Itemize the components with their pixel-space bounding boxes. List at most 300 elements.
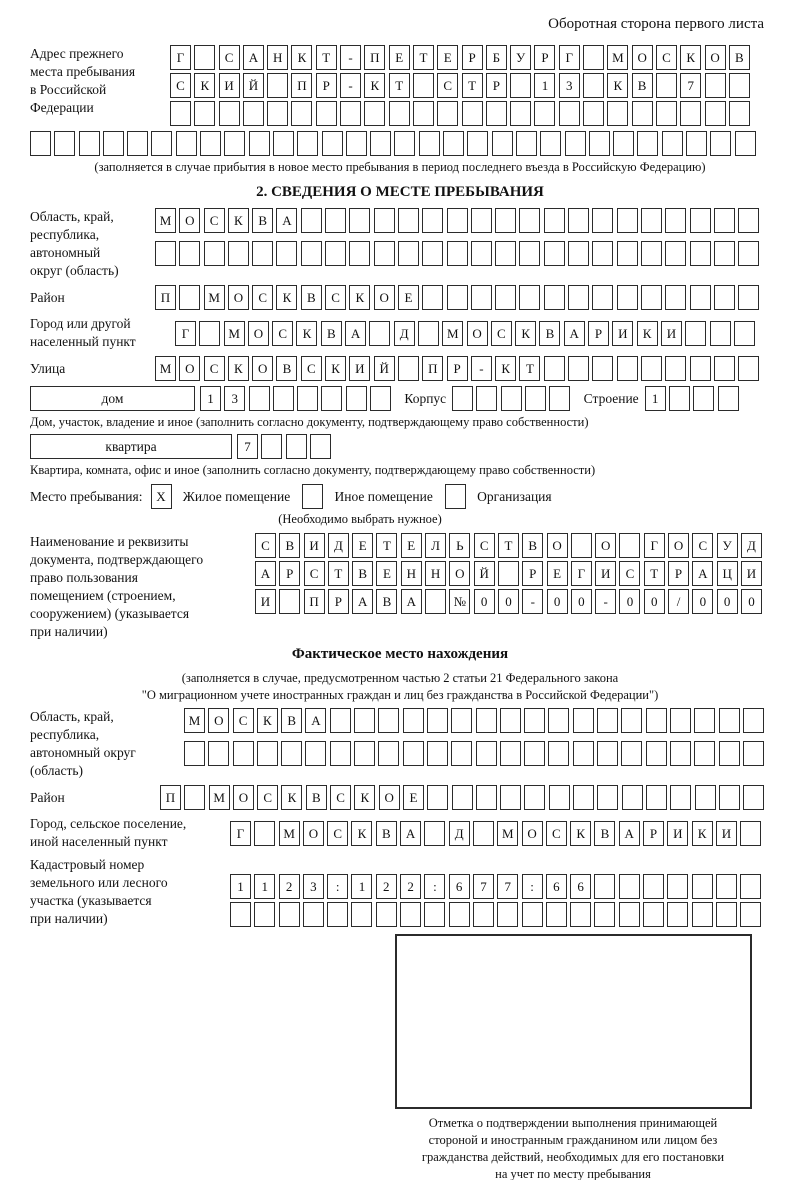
char-cell[interactable] (495, 208, 516, 233)
char-cell[interactable] (374, 241, 395, 266)
char-cell[interactable] (510, 101, 531, 126)
char-cell[interactable]: О (595, 533, 616, 558)
char-cell[interactable]: 6 (546, 874, 567, 899)
char-cell[interactable] (301, 208, 322, 233)
char-cell[interactable] (398, 208, 419, 233)
char-cell[interactable]: 2 (400, 874, 421, 899)
char-cell[interactable] (79, 131, 100, 156)
char-cell[interactable] (267, 73, 288, 98)
char-cell[interactable] (613, 131, 634, 156)
char-cell[interactable] (208, 741, 229, 766)
char-cell[interactable]: Г (559, 45, 580, 70)
char-cell[interactable] (500, 741, 521, 766)
char-cell[interactable] (447, 285, 468, 310)
char-cell[interactable]: О (547, 533, 568, 558)
char-cell[interactable] (571, 533, 592, 558)
char-cell[interactable]: 1 (230, 874, 251, 899)
char-cell[interactable] (204, 241, 225, 266)
char-cell[interactable] (249, 386, 270, 411)
char-cell[interactable] (427, 785, 448, 810)
char-cell[interactable] (693, 386, 714, 411)
char-cell[interactable] (492, 131, 513, 156)
char-cell[interactable]: В (306, 785, 327, 810)
char-cell[interactable] (261, 434, 282, 459)
char-cell[interactable]: О (248, 321, 269, 346)
char-cell[interactable] (473, 902, 494, 927)
char-cell[interactable]: С (301, 356, 322, 381)
char-cell[interactable] (176, 131, 197, 156)
char-cell[interactable] (568, 241, 589, 266)
char-cell[interactable]: Г (230, 821, 251, 846)
char-cell[interactable] (471, 285, 492, 310)
char-cell[interactable]: В (301, 285, 322, 310)
char-cell[interactable] (449, 902, 470, 927)
char-cell[interactable] (670, 785, 691, 810)
char-cell[interactable]: С (327, 821, 348, 846)
char-cell[interactable] (346, 386, 367, 411)
char-cell[interactable] (524, 741, 545, 766)
char-cell[interactable] (738, 356, 759, 381)
char-cell[interactable] (349, 208, 370, 233)
char-cell[interactable]: 6 (570, 874, 591, 899)
char-cell[interactable] (583, 73, 604, 98)
char-cell[interactable]: № (449, 589, 470, 614)
char-cell[interactable] (419, 131, 440, 156)
char-cell[interactable] (643, 874, 664, 899)
char-cell[interactable]: С (692, 533, 713, 558)
char-cell[interactable]: 0 (692, 589, 713, 614)
char-cell[interactable] (719, 708, 740, 733)
char-cell[interactable]: О (179, 356, 200, 381)
char-cell[interactable] (637, 131, 658, 156)
char-cell[interactable] (498, 561, 519, 586)
char-cell[interactable] (738, 285, 759, 310)
char-cell[interactable] (471, 208, 492, 233)
char-cell[interactable]: К (257, 708, 278, 733)
char-cell[interactable] (452, 386, 473, 411)
char-cell[interactable] (467, 131, 488, 156)
char-cell[interactable]: Р (534, 45, 555, 70)
char-cell[interactable]: М (155, 208, 176, 233)
char-cell[interactable]: 0 (619, 589, 640, 614)
char-cell[interactable]: Д (449, 821, 470, 846)
char-cell[interactable]: К (364, 73, 385, 98)
char-cell[interactable] (621, 708, 642, 733)
char-cell[interactable] (297, 386, 318, 411)
char-cell[interactable] (522, 902, 543, 927)
char-cell[interactable]: В (352, 561, 373, 586)
char-cell[interactable]: С (204, 208, 225, 233)
char-cell[interactable] (592, 285, 613, 310)
char-cell[interactable] (705, 101, 726, 126)
char-cell[interactable] (619, 874, 640, 899)
char-cell[interactable] (403, 708, 424, 733)
char-cell[interactable] (305, 741, 326, 766)
char-cell[interactable]: Т (519, 356, 540, 381)
char-cell[interactable]: В (279, 533, 300, 558)
char-cell[interactable]: С (325, 285, 346, 310)
char-cell[interactable]: 0 (717, 589, 738, 614)
char-cell[interactable]: К (637, 321, 658, 346)
char-cell[interactable] (665, 285, 686, 310)
char-cell[interactable] (303, 902, 324, 927)
char-cell[interactable] (413, 73, 434, 98)
char-cell[interactable]: Д (741, 533, 762, 558)
char-cell[interactable]: 3 (559, 73, 580, 98)
char-cell[interactable] (179, 241, 200, 266)
char-cell[interactable]: О (522, 821, 543, 846)
char-cell[interactable]: Л (425, 533, 446, 558)
char-cell[interactable] (184, 741, 205, 766)
char-cell[interactable] (641, 208, 662, 233)
char-cell[interactable]: - (595, 589, 616, 614)
char-cell[interactable]: 7 (237, 434, 258, 459)
char-cell[interactable]: Е (401, 533, 422, 558)
char-cell[interactable] (273, 131, 294, 156)
char-cell[interactable] (437, 101, 458, 126)
char-cell[interactable]: С (619, 561, 640, 586)
char-cell[interactable] (500, 708, 521, 733)
char-cell[interactable]: 1 (351, 874, 372, 899)
char-cell[interactable] (443, 131, 464, 156)
char-cell[interactable]: Е (376, 561, 397, 586)
char-cell[interactable]: В (281, 708, 302, 733)
char-cell[interactable]: П (291, 73, 312, 98)
char-cell[interactable] (500, 785, 521, 810)
char-cell[interactable]: Й (474, 561, 495, 586)
char-cell[interactable] (519, 208, 540, 233)
char-cell[interactable] (369, 321, 390, 346)
char-cell[interactable] (447, 208, 468, 233)
char-cell[interactable]: О (208, 708, 229, 733)
char-cell[interactable]: 0 (741, 589, 762, 614)
char-cell[interactable] (544, 241, 565, 266)
char-cell[interactable] (705, 73, 726, 98)
char-cell[interactable]: Е (389, 45, 410, 70)
char-cell[interactable]: А (255, 561, 276, 586)
char-cell[interactable] (155, 241, 176, 266)
char-cell[interactable] (619, 902, 640, 927)
char-cell[interactable]: В (522, 533, 543, 558)
char-cell[interactable] (719, 741, 740, 766)
char-cell[interactable]: С (233, 708, 254, 733)
char-cell[interactable] (583, 101, 604, 126)
char-cell[interactable]: 7 (473, 874, 494, 899)
char-cell[interactable] (646, 741, 667, 766)
char-cell[interactable]: С (491, 321, 512, 346)
char-cell[interactable] (378, 708, 399, 733)
char-cell[interactable]: О (668, 533, 689, 558)
char-cell[interactable]: Д (394, 321, 415, 346)
char-cell[interactable]: К (351, 821, 372, 846)
char-cell[interactable]: Р (279, 561, 300, 586)
char-cell[interactable] (447, 241, 468, 266)
char-cell[interactable] (716, 874, 737, 899)
char-cell[interactable] (346, 131, 367, 156)
char-cell[interactable]: Н (401, 561, 422, 586)
char-cell[interactable]: В (632, 73, 653, 98)
char-cell[interactable]: Р (486, 73, 507, 98)
char-cell[interactable] (273, 386, 294, 411)
char-cell[interactable]: А (243, 45, 264, 70)
char-cell[interactable] (497, 902, 518, 927)
char-cell[interactable] (427, 741, 448, 766)
char-cell[interactable]: С (252, 285, 273, 310)
char-cell[interactable]: М (497, 821, 518, 846)
checkbox-other-premises[interactable] (302, 484, 323, 509)
char-cell[interactable]: Е (437, 45, 458, 70)
char-cell[interactable]: С (474, 533, 495, 558)
char-cell[interactable] (279, 902, 300, 927)
char-cell[interactable] (597, 785, 618, 810)
char-cell[interactable]: В (729, 45, 750, 70)
char-cell[interactable]: Г (571, 561, 592, 586)
char-cell[interactable]: И (667, 821, 688, 846)
char-cell[interactable] (510, 73, 531, 98)
char-cell[interactable]: Ь (449, 533, 470, 558)
char-cell[interactable]: К (495, 356, 516, 381)
char-cell[interactable] (597, 708, 618, 733)
char-cell[interactable] (199, 321, 220, 346)
char-cell[interactable]: П (422, 356, 443, 381)
char-cell[interactable] (170, 101, 191, 126)
char-cell[interactable]: Р (522, 561, 543, 586)
char-cell[interactable]: 1 (534, 73, 555, 98)
char-cell[interactable] (330, 741, 351, 766)
char-cell[interactable]: Р (316, 73, 337, 98)
char-cell[interactable] (354, 741, 375, 766)
char-cell[interactable] (310, 434, 331, 459)
char-cell[interactable] (549, 785, 570, 810)
char-cell[interactable] (589, 131, 610, 156)
char-cell[interactable]: / (668, 589, 689, 614)
char-cell[interactable]: К (228, 208, 249, 233)
char-cell[interactable]: К (194, 73, 215, 98)
char-cell[interactable]: К (354, 785, 375, 810)
char-cell[interactable]: 3 (303, 874, 324, 899)
char-cell[interactable] (738, 241, 759, 266)
char-cell[interactable]: : (522, 874, 543, 899)
char-cell[interactable] (495, 241, 516, 266)
char-cell[interactable] (354, 708, 375, 733)
char-cell[interactable]: : (327, 874, 348, 899)
char-cell[interactable] (619, 533, 640, 558)
char-cell[interactable] (546, 902, 567, 927)
char-cell[interactable] (643, 902, 664, 927)
char-cell[interactable] (544, 208, 565, 233)
char-cell[interactable] (291, 101, 312, 126)
char-cell[interactable] (257, 741, 278, 766)
char-cell[interactable] (286, 434, 307, 459)
char-cell[interactable]: 0 (571, 589, 592, 614)
char-cell[interactable]: - (522, 589, 543, 614)
char-cell[interactable]: Р (588, 321, 609, 346)
char-cell[interactable]: В (539, 321, 560, 346)
char-cell[interactable] (340, 101, 361, 126)
char-cell[interactable] (233, 741, 254, 766)
char-cell[interactable] (597, 741, 618, 766)
char-cell[interactable] (714, 208, 735, 233)
char-cell[interactable]: П (160, 785, 181, 810)
char-cell[interactable] (735, 131, 756, 156)
char-cell[interactable] (252, 241, 273, 266)
char-cell[interactable] (370, 386, 391, 411)
char-cell[interactable]: О (467, 321, 488, 346)
char-cell[interactable] (476, 741, 497, 766)
char-cell[interactable] (501, 386, 522, 411)
char-cell[interactable] (422, 285, 443, 310)
char-cell[interactable]: К (325, 356, 346, 381)
char-cell[interactable] (424, 821, 445, 846)
char-cell[interactable]: С (204, 356, 225, 381)
char-cell[interactable] (400, 902, 421, 927)
char-cell[interactable] (592, 208, 613, 233)
char-cell[interactable] (471, 241, 492, 266)
char-cell[interactable] (670, 741, 691, 766)
char-cell[interactable]: К (680, 45, 701, 70)
char-cell[interactable]: А (345, 321, 366, 346)
char-cell[interactable] (583, 45, 604, 70)
char-cell[interactable]: О (705, 45, 726, 70)
char-cell[interactable] (30, 131, 51, 156)
char-cell[interactable] (641, 356, 662, 381)
char-cell[interactable]: С (257, 785, 278, 810)
char-cell[interactable]: К (570, 821, 591, 846)
char-cell[interactable] (690, 208, 711, 233)
char-cell[interactable] (592, 356, 613, 381)
char-cell[interactable]: Г (644, 533, 665, 558)
char-cell[interactable] (573, 785, 594, 810)
char-cell[interactable] (685, 321, 706, 346)
char-cell[interactable]: И (304, 533, 325, 558)
char-cell[interactable] (665, 241, 686, 266)
char-cell[interactable] (325, 241, 346, 266)
char-cell[interactable]: 0 (474, 589, 495, 614)
char-cell[interactable] (568, 285, 589, 310)
char-cell[interactable]: А (305, 708, 326, 733)
char-cell[interactable] (427, 708, 448, 733)
char-cell[interactable]: Й (374, 356, 395, 381)
char-cell[interactable] (646, 708, 667, 733)
char-cell[interactable]: Г (170, 45, 191, 70)
char-cell[interactable] (349, 241, 370, 266)
char-cell[interactable]: 7 (497, 874, 518, 899)
char-cell[interactable] (568, 208, 589, 233)
char-cell[interactable] (710, 321, 731, 346)
char-cell[interactable]: 1 (200, 386, 221, 411)
char-cell[interactable] (279, 589, 300, 614)
char-cell[interactable]: О (252, 356, 273, 381)
char-cell[interactable]: Т (376, 533, 397, 558)
char-cell[interactable]: И (349, 356, 370, 381)
char-cell[interactable] (692, 874, 713, 899)
char-cell[interactable]: У (510, 45, 531, 70)
char-cell[interactable]: Н (425, 561, 446, 586)
char-cell[interactable]: А (352, 589, 373, 614)
char-cell[interactable] (641, 241, 662, 266)
char-cell[interactable]: В (594, 821, 615, 846)
char-cell[interactable] (200, 131, 221, 156)
char-cell[interactable]: К (228, 356, 249, 381)
char-cell[interactable] (740, 821, 761, 846)
char-cell[interactable]: Ц (717, 561, 738, 586)
char-cell[interactable]: М (184, 708, 205, 733)
char-cell[interactable] (376, 902, 397, 927)
char-cell[interactable] (398, 241, 419, 266)
char-cell[interactable]: Р (643, 821, 664, 846)
char-cell[interactable] (690, 241, 711, 266)
char-cell[interactable] (607, 101, 628, 126)
char-cell[interactable]: М (607, 45, 628, 70)
char-cell[interactable] (525, 386, 546, 411)
char-cell[interactable]: У (717, 533, 738, 558)
char-cell[interactable] (519, 241, 540, 266)
char-cell[interactable] (565, 131, 586, 156)
char-cell[interactable]: С (656, 45, 677, 70)
char-cell[interactable] (694, 708, 715, 733)
char-cell[interactable] (516, 131, 537, 156)
char-cell[interactable] (719, 785, 740, 810)
char-cell[interactable] (743, 708, 764, 733)
char-cell[interactable] (544, 356, 565, 381)
char-cell[interactable]: О (374, 285, 395, 310)
char-cell[interactable]: О (632, 45, 653, 70)
char-cell[interactable]: 0 (644, 589, 665, 614)
char-cell[interactable]: А (619, 821, 640, 846)
char-cell[interactable] (422, 208, 443, 233)
char-cell[interactable] (394, 131, 415, 156)
char-cell[interactable] (127, 131, 148, 156)
char-cell[interactable]: М (204, 285, 225, 310)
char-cell[interactable] (594, 902, 615, 927)
char-cell[interactable] (670, 708, 691, 733)
char-cell[interactable] (729, 101, 750, 126)
char-cell[interactable]: К (296, 321, 317, 346)
char-cell[interactable] (495, 285, 516, 310)
char-cell[interactable] (228, 241, 249, 266)
char-cell[interactable] (194, 45, 215, 70)
char-cell[interactable] (267, 101, 288, 126)
char-cell[interactable]: Р (447, 356, 468, 381)
char-cell[interactable] (665, 208, 686, 233)
char-cell[interactable]: И (741, 561, 762, 586)
char-cell[interactable] (179, 285, 200, 310)
char-cell[interactable]: Б (486, 45, 507, 70)
char-cell[interactable] (617, 208, 638, 233)
char-cell[interactable] (695, 785, 716, 810)
char-cell[interactable]: М (442, 321, 463, 346)
char-cell[interactable] (184, 785, 205, 810)
char-cell[interactable] (740, 874, 761, 899)
char-cell[interactable] (524, 785, 545, 810)
char-cell[interactable] (669, 386, 690, 411)
char-cell[interactable] (519, 285, 540, 310)
char-cell[interactable] (646, 785, 667, 810)
char-cell[interactable]: Т (498, 533, 519, 558)
char-cell[interactable] (665, 356, 686, 381)
char-cell[interactable]: А (400, 821, 421, 846)
char-cell[interactable]: Й (243, 73, 264, 98)
char-cell[interactable]: К (349, 285, 370, 310)
char-cell[interactable] (729, 73, 750, 98)
char-cell[interactable] (656, 101, 677, 126)
char-cell[interactable]: Т (328, 561, 349, 586)
char-cell[interactable] (714, 285, 735, 310)
char-cell[interactable]: М (224, 321, 245, 346)
char-cell[interactable]: О (179, 208, 200, 233)
char-cell[interactable] (194, 101, 215, 126)
char-cell[interactable]: - (471, 356, 492, 381)
